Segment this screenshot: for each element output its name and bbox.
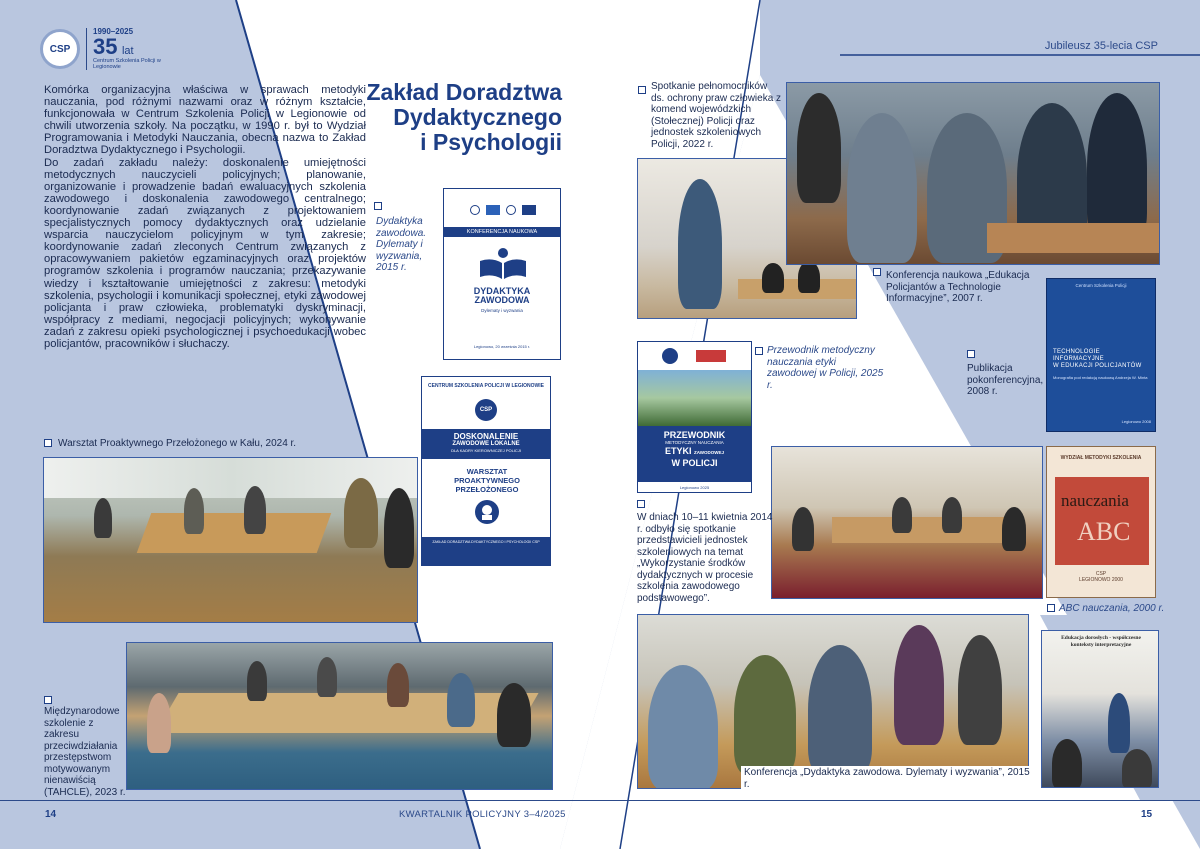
csp-logo [40, 28, 163, 70]
article-paragraph-1: Komórka organizacyjna właściwa w sprawach metodyki nauczania, pod różnymi nazwami oraz w różnym kształcie, funkcjonowała w Centrum Szkolenia Policji w Legionowie od chwili utworzenia szkoły. Na początku, w 1990 r. był to Wydział Programowania i Metodyki Nauczania, obecna nazwa to Zakład Doradztwa Dydaktycznego i Psychologii. [44, 84, 366, 157]
cover-warsztat-title: WARSZTAT PROAKTYWNEGO PRZEŁOŻONEGO [454, 467, 520, 494]
photo-konferencja-2007 [786, 82, 1160, 265]
caption-marker-icon [755, 347, 763, 355]
university-logo-icon [486, 205, 500, 215]
institution-logo-icon [696, 350, 726, 362]
cover-abc-nauczania [1046, 446, 1156, 598]
title-line-2: Dydaktycznego [393, 104, 562, 130]
logo-years: 1990–2025 [93, 27, 134, 36]
eagle-icon [470, 205, 480, 215]
cover-przewodnik-photo [638, 370, 751, 426]
csp-badge-icon: CSP [40, 29, 80, 69]
caption-konferencja-2015: Konferencja „Dydaktyka zawodowa. Dylematy i wyzwania”, 2015 r. [741, 766, 1041, 791]
edukacja-title-1: Edukacja dorosłych - współczesne [1061, 635, 1141, 641]
cover-abc-bottom-2: LEGIONOWO 2000 [1079, 577, 1123, 583]
caption-marker-icon [374, 202, 382, 210]
cover-tech-title-2: INFORMACYJNE [1053, 356, 1104, 362]
cover-tech-title-3: W EDUKACJI POLICJANTÓW [1053, 363, 1142, 369]
logo-subtitle: Centrum Szkolenia Policji w Legionowie [93, 58, 161, 71]
edukacja-title-2: konteksty interpretacyjne [1070, 642, 1132, 648]
caption-dydaktyka: Dydaktyka zawodowa. Dylematy i wyzwania, 2015 r. [376, 216, 427, 273]
caption-marker-icon [44, 439, 52, 447]
cover-abc-letters: ABC [1077, 517, 1131, 546]
logo-lat: lat [121, 45, 134, 57]
article-paragraph-2: Do zadań zakładu należy: doskonalenie umiejętności metodycznych nauczycieli policyjnych; planowanie, organizowanie i prowadzenie badań ewaluacyjnych szkolenia zawodowego i doskonalenia zawodowego centralnego; koordynowanie zadań związanych z projektowaniem specjalistycznych pomocy dydaktycznych oraz udzielanie wsparcia nauczycielom policyjnym w tym zakresie; koordynowanie zadań zleconych Centrum związanych z opracowywaniem pakietów egzaminacyjnych oraz projektów programów szkolenia i programów nauczania; przekazywanie wiedzy i kształtowanie umiejętności z zakresu: metodyki szkolenia, psychologii i komunikacji społecznej, etyki zawodowej policjanta i praw człowieka, problematyki dyskryminacji, współpracy z mediami, negocjacji policyjnych; wykonywanie zadań z zakresu opieki psychologicznej i psychoedukacji wobec policjantów, pracowników i słuchaczy. [44, 156, 366, 350]
photo-tahcle-training [126, 642, 553, 790]
police-star-icon [662, 348, 678, 364]
cover-technologie-informacyjne [1046, 278, 1156, 432]
cover-abc-top: WYDZIAŁ METODYKI SZKOLENIA [1060, 455, 1142, 461]
caption-marker-icon [1047, 604, 1055, 612]
article-title [340, 80, 562, 155]
article-body [44, 84, 366, 350]
title-line-1: Zakład Doradztwa [366, 79, 562, 105]
caption-spotkanie: Spotkanie pełnomocników ds. ochrony praw człowieka z komend wojewódzkich (Stołecznej) Policji oraz jednostek szkoleniowych Policji, 2022 r. [651, 81, 782, 150]
star-badge-icon [506, 205, 516, 215]
cover-logos [462, 203, 544, 217]
caption-dniach: W dniach 10–11 kwietnia 2014 r. odbyło się spotkanie przedstawicieli jednostek szkoleniowych na temat „Wykorzystanie środków dydaktycznych w procesie szkolenia zawodowego podstawowego”. [637, 512, 773, 604]
caption-warsztat: Warsztat Proaktywnego Przełożonego w Kału, 2024 r. [58, 438, 297, 449]
band-line-1: DOSKONALENIE [453, 432, 519, 441]
cover-subtitle: Dylematy i wyzwania [481, 308, 523, 313]
cover-abc-word: nauczania [1061, 491, 1129, 510]
cover-title [444, 287, 560, 305]
page-number-left: 14 [45, 809, 57, 820]
cover-tech-top: Centrum Szkolenia Policji [1075, 283, 1127, 288]
logo-35: 35 [93, 34, 118, 59]
cover-warsztat-top: CENTRUM SZKOLENIA POLICJI W LEGIONOWIE [428, 383, 544, 389]
caption-przewodnik: Przewodnik metodyczny nauczania etyki zawodowej w Policji, 2025 r. [767, 345, 884, 391]
cover-tech-sub: Monografia pod redakcją naukową Andrzeja W. Minta [1053, 375, 1148, 380]
running-header: Jubileusz 35-lecia CSP [1044, 40, 1158, 52]
caption-marker-icon [44, 696, 52, 704]
cover-warsztat-footer: ZAKŁAD DORADZTWA DYDAKTYCZNEGO I PSYCHOLOGII CSP [432, 540, 540, 544]
caption-marker-icon [638, 86, 646, 94]
cover-abc-bottom [1047, 571, 1155, 583]
cover-tech-year: Legionowo 2008 [1121, 419, 1151, 424]
cover-warsztat [421, 376, 551, 566]
band-line-2: ZAWODOWE LOKALNE [452, 441, 520, 447]
cover-tech-title-1: TECHNOLOGIE [1053, 349, 1100, 355]
photo-warsztat-workshop [43, 457, 418, 623]
anniversary-25-icon [522, 205, 536, 215]
przewodnik-title-2: METODYCZNY NAUCZANIA [665, 440, 724, 445]
page-number-right: 15 [1141, 809, 1153, 820]
caption-publikacja: Publikacja pokonferencyjna, 2008 r. [967, 363, 1044, 397]
przewodnik-title-3: ETYKI [664, 446, 692, 456]
caption-konferencja-2007: Konferencja naukowa „Edukacja Policjantów a Technologie Informacyjne”, 2007 r. [886, 270, 1030, 304]
cover-title-1: DYDAKTYKA [473, 286, 531, 296]
caption-abc: ABC nauczania, 2000 r. [1059, 603, 1165, 614]
cover-tech-title [1053, 349, 1151, 370]
caption-miedzynarodowe: Międzynarodowe szkolenie z zakresu przeciwdziałania przestępstwom motywowanym nienawiścią (TAHCLE), 2023 r. [44, 706, 126, 798]
title-line-3: i Psychologii [420, 129, 562, 155]
cover-przewodnik-band [638, 426, 751, 482]
footer-rule [0, 800, 1200, 801]
cover-date: Legionowo, 20 września 2015 r. [473, 344, 531, 349]
cover-band: KONFERENCJA NAUKOWA [444, 227, 560, 237]
cover-title-2: ZAWODOWA [474, 295, 530, 305]
cover-abc-bottom-1: CSP [1095, 571, 1107, 577]
cover-dydaktyka-zawodowa [443, 188, 561, 360]
przewodnik-title-1: PRZEWODNIK [663, 430, 726, 440]
cover-przewodnik-year: Legionowo 2025 [679, 485, 710, 490]
head-silhouette-icon [474, 499, 500, 525]
cover-przewodnik [637, 341, 752, 493]
przewodnik-title-5: W POLICJI [671, 458, 718, 468]
caption-marker-icon [967, 350, 975, 358]
photo-edukacja-doroslych [1041, 630, 1159, 788]
edukacja-slide-title [1046, 635, 1156, 649]
open-book-icon [478, 247, 528, 281]
caption-marker-icon [873, 268, 881, 276]
przewodnik-title-4: ZAWODOWEJ [694, 450, 725, 455]
csp-emblem-icon: CSP [475, 399, 497, 421]
photo-spotkanie-2014 [771, 446, 1043, 599]
logo-text [86, 28, 163, 70]
caption-marker-icon [637, 500, 645, 508]
photo-konferencja-2015 [637, 614, 1029, 789]
footer-publication: KWARTALNIK POLICYJNY 3–4/2025 [399, 809, 566, 820]
cover-warsztat-footer-band [422, 537, 550, 566]
cover-warsztat-band [422, 429, 550, 459]
band-line-3: DLA KADRY KIEROWNICZEJ POLICJI [451, 448, 521, 453]
